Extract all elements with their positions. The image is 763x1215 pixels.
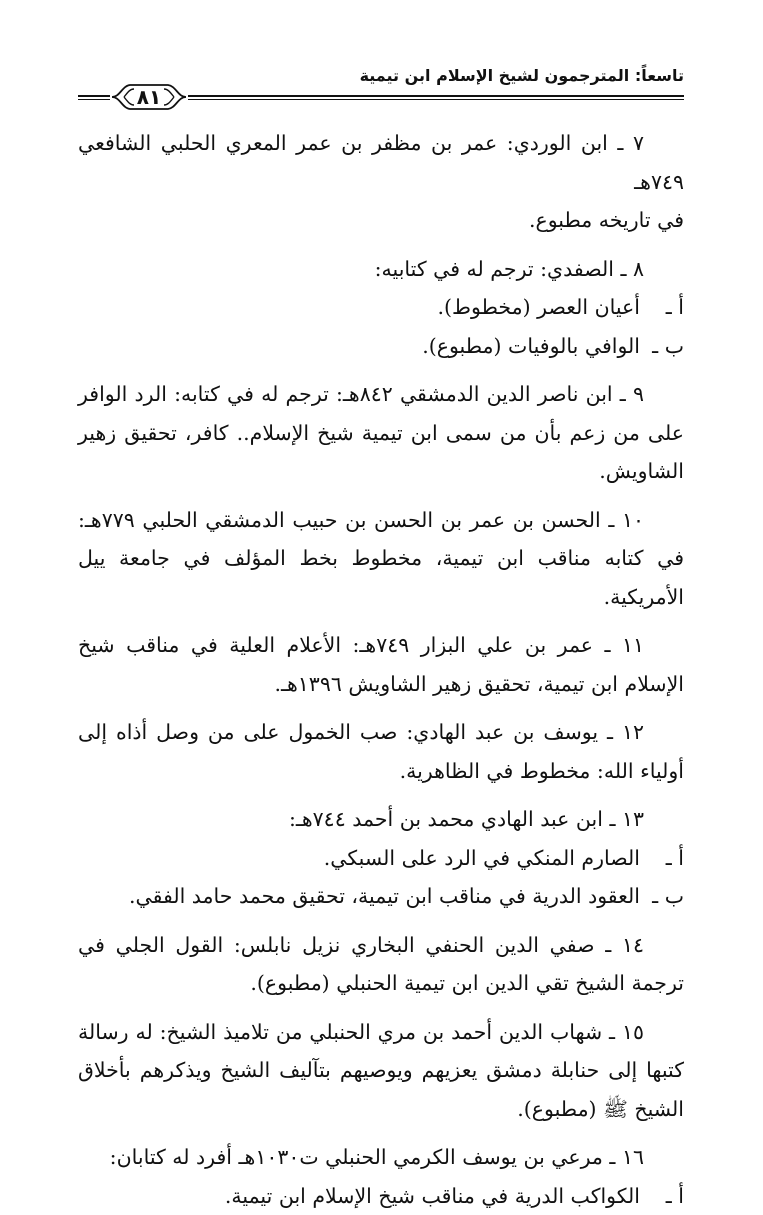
entry-7-line-1: ٧ ـ ابن الوردي: عمر بن مظفر بن عمر المعري الحلبي الشافعي ٧٤٩هـ	[78, 124, 684, 201]
sub-letter: ب ـ	[640, 877, 684, 916]
sub-text: الصارم المنكي في الرد على السبكي.	[324, 839, 640, 878]
sub-letter: ب ـ	[640, 327, 684, 366]
header-rule-left-thin	[78, 99, 110, 100]
entry-8-sub-a	[78, 288, 684, 327]
header-rule-right	[188, 95, 684, 97]
header-rule-right-thin	[188, 99, 684, 100]
entry-11: ١١ ـ عمر بن علي البزار ٧٤٩هـ: الأعلام العلية في مناقب شيخ الإسلام ابن تيمية، تحقيق زهير الشاويش ١٣٩٦هـ.	[78, 626, 684, 703]
entry-8-sub-b	[78, 327, 684, 366]
sub-letter: أ ـ	[640, 1177, 684, 1215]
entry-16-line-1: ١٦ ـ مرعي بن يوسف الكرمي الحنبلي ت١٠٣٠هـ أفرد له كتابان:	[78, 1138, 684, 1177]
entry-14: ١٤ ـ صفي الدين الحنفي البخاري نزيل نابلس: القول الجلي في ترجمة الشيخ تقي الدين ابن تيمية الحنبلي (مطبوع).	[78, 926, 684, 1003]
sub-letter: أ ـ	[640, 839, 684, 878]
entry-15: ١٥ ـ شهاب الدين أحمد بن مري الحنبلي من تلاميذ الشيخ: له رسالة كتبها إلى حنابلة دمشق يعزيهم ويوصيهم بتآليف الشيخ ويذكرهم بأخلاق الشيخ ﷺ (مطبوع).	[78, 1013, 684, 1129]
sub-text: أعيان العصر (مخطوط).	[438, 288, 640, 327]
entry-12: ١٢ ـ يوسف بن عبد الهادي: صب الخمول على من وصل أذاه إلى أولياء الله: مخطوط في الظاهرية.	[78, 713, 684, 790]
entry-8-line-1: ٨ ـ الصفدي: ترجم له في كتابيه:	[78, 250, 684, 289]
sub-text: الوافي بالوفيات (مطبوع).	[422, 327, 640, 366]
entry-13-line-1: ١٣ ـ ابن عبد الهادي محمد بن أحمد ٧٤٤هـ:	[78, 800, 684, 839]
sub-text: الكواكب الدرية في مناقب شيخ الإسلام ابن تيمية.	[225, 1177, 640, 1215]
page-header	[78, 62, 684, 112]
entry-13-sub-a	[78, 839, 684, 878]
entry-16-sub-a	[78, 1177, 684, 1215]
sub-letter: أ ـ	[640, 288, 684, 327]
entry-7-line-2: في تاريخه مطبوع.	[78, 201, 684, 240]
page-number-ornament	[110, 80, 188, 114]
page-number: ٨١	[137, 85, 161, 109]
entry-9: ٩ ـ ابن ناصر الدين الدمشقي ٨٤٢هـ: ترجم له في كتابه: الرد الوافر على من زعم بأن من سمى ابن تيمية شيخ الإسلام.. كافر، تحقيق زهير الشاويش.	[78, 375, 684, 491]
sub-text: العقود الدرية في مناقب ابن تيمية، تحقيق محمد حامد الفقي.	[129, 877, 640, 916]
page-body	[78, 124, 684, 1215]
running-title: تاسعاً: المترجمون لشيخ الإسلام ابن تيمية	[360, 66, 684, 85]
entry-13-sub-b	[78, 877, 684, 916]
header-rule-left	[78, 95, 110, 97]
entry-10: ١٠ ـ الحسن بن عمر بن الحسن بن حبيب الدمشقي الحلبي ٧٧٩هـ: في كتابه مناقب ابن تيمية، مخطوط بخط المؤلف في جامعة ييل الأمريكية.	[78, 501, 684, 617]
